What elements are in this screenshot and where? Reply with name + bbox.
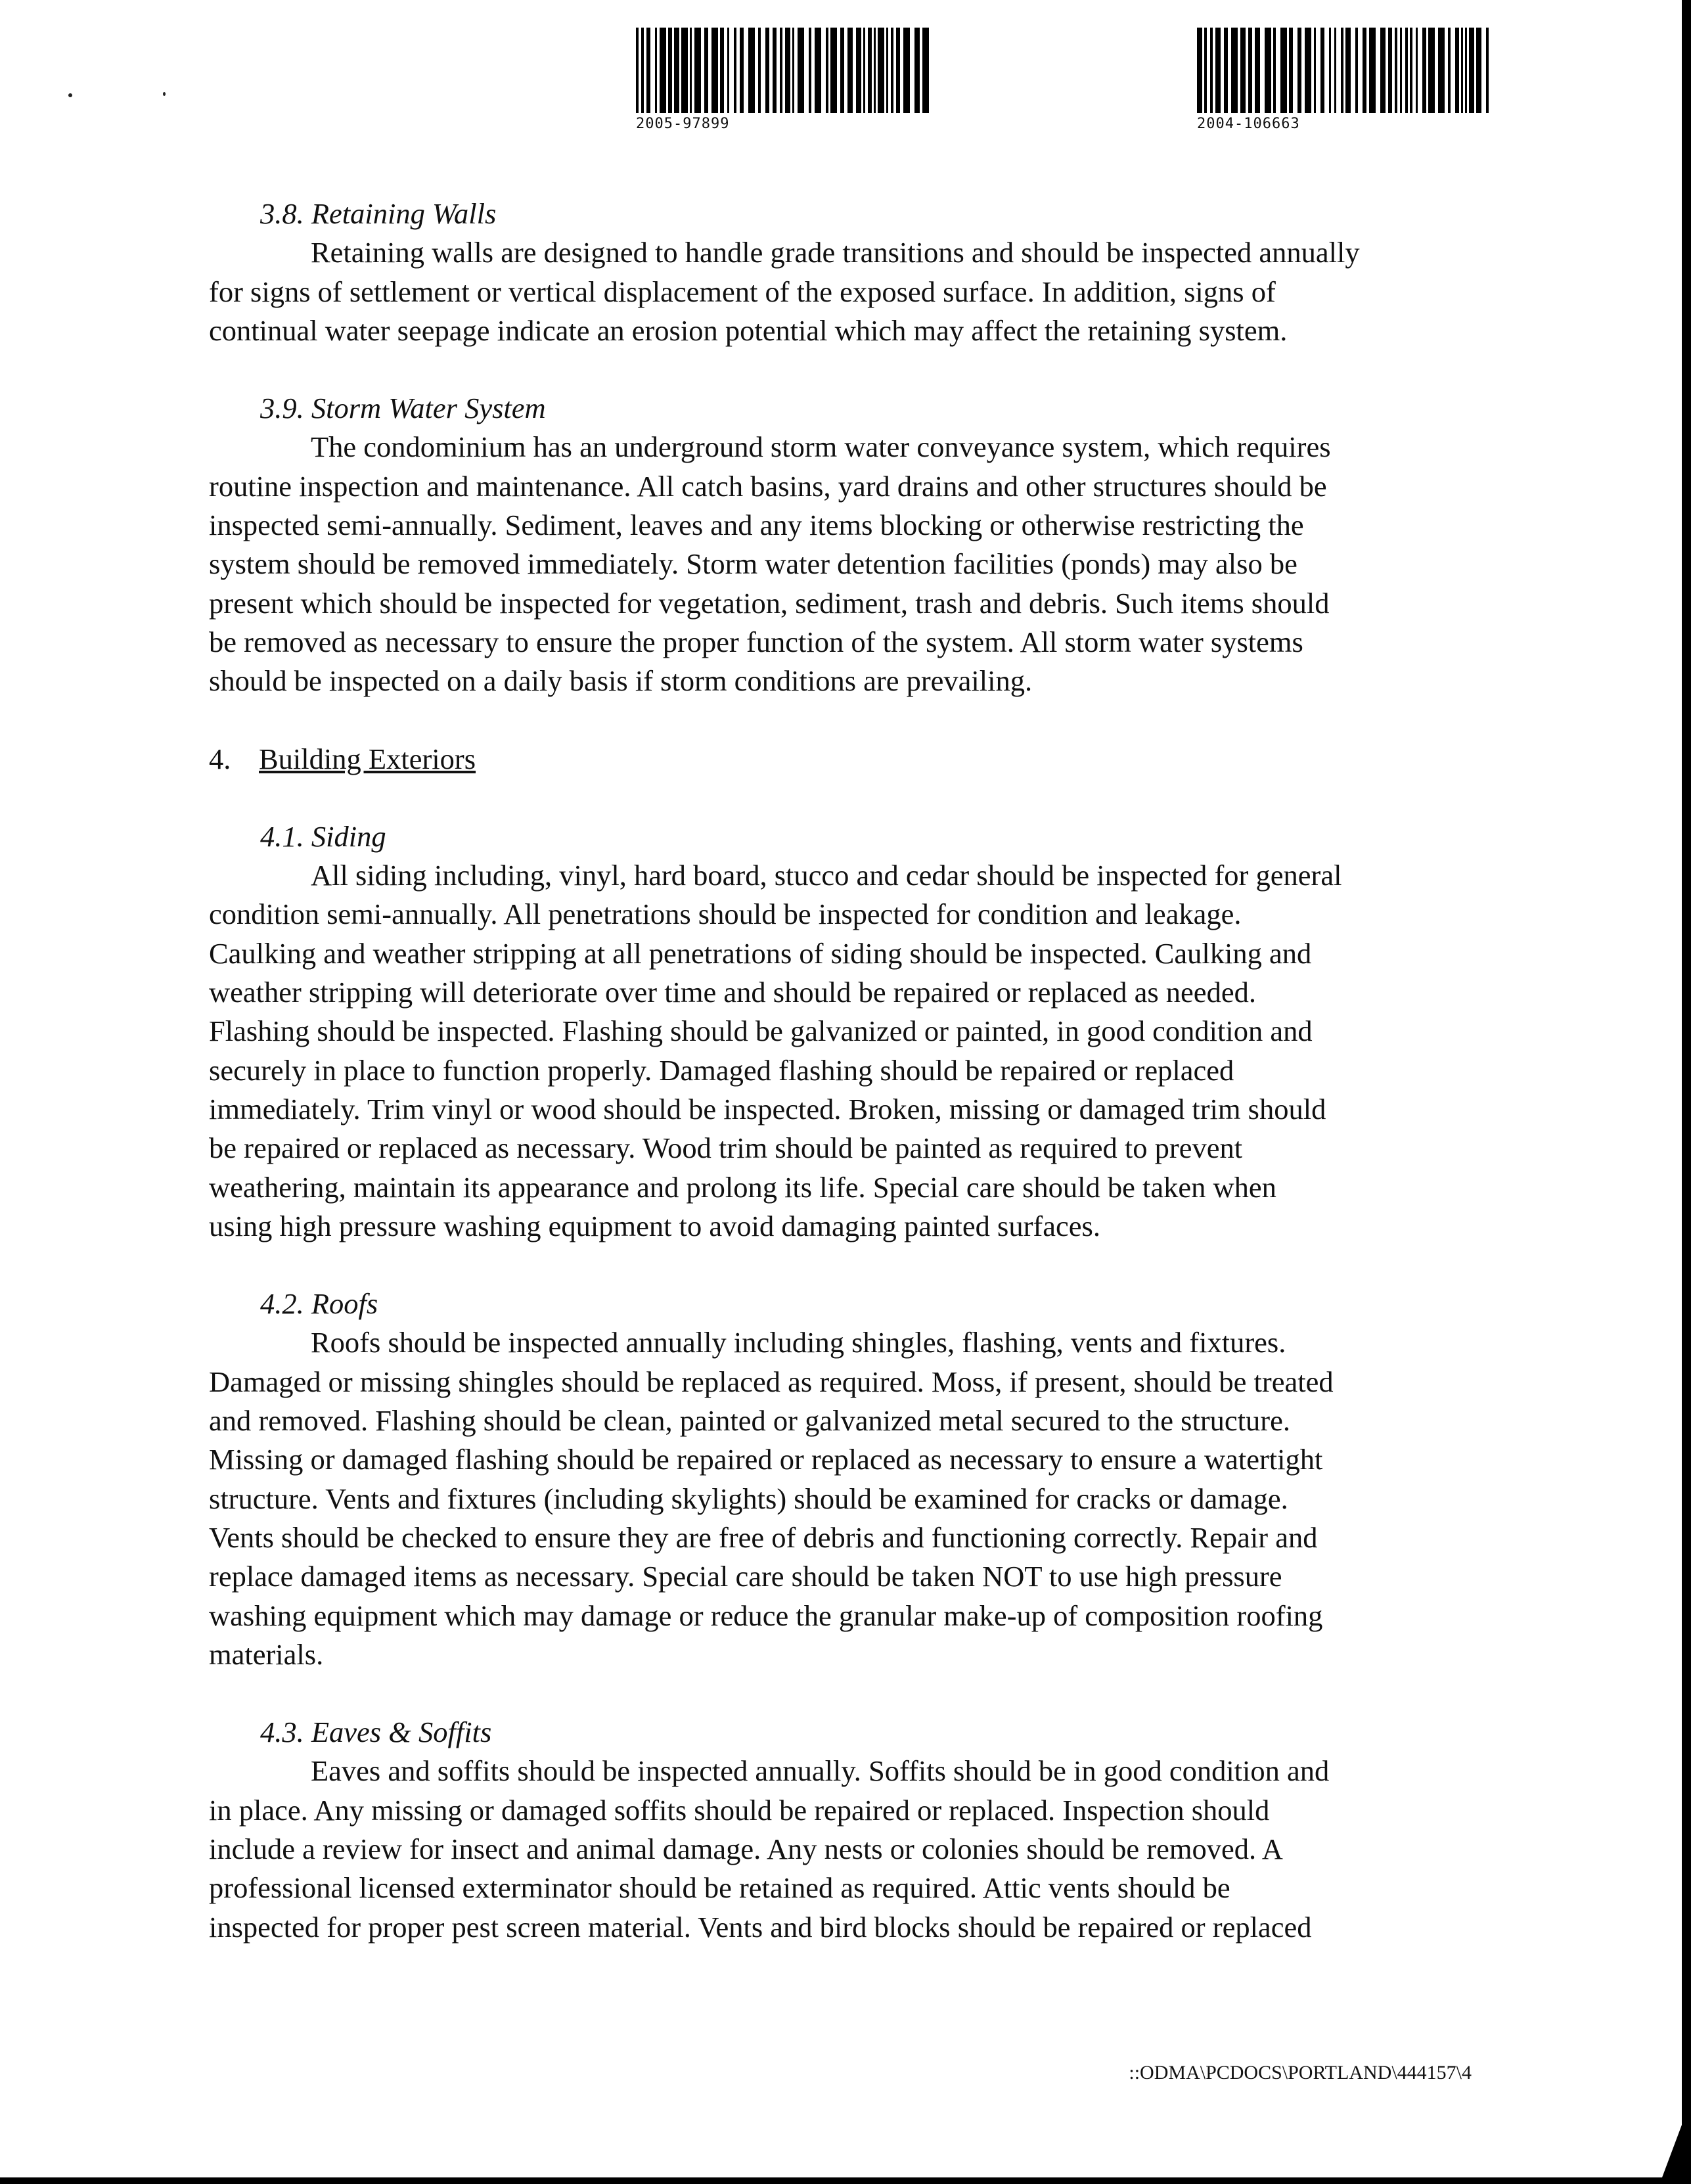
subsection-paragraph <box>209 233 1497 350</box>
barcode-bar <box>785 28 790 113</box>
barcode-bar <box>856 28 861 113</box>
barcode-bar <box>792 28 794 113</box>
barcode-bar <box>1469 28 1474 113</box>
barcode-bar <box>1248 28 1252 113</box>
barcode-bar <box>1395 28 1397 113</box>
scan-speck <box>163 92 166 96</box>
barcode-bar <box>1320 28 1324 113</box>
barcode-bar <box>1448 28 1451 113</box>
barcode-bar <box>1428 28 1435 113</box>
barcode-bar <box>1486 28 1489 113</box>
barcode-bar <box>847 28 853 113</box>
paragraph-line: The condominium has an underground storm water conveyance system, which requires <box>311 430 1331 464</box>
paragraph-line: inspected semi-annually. Sediment, leaves and any items blocking or otherwise restricting the <box>209 509 1304 542</box>
barcode-bar <box>922 28 929 113</box>
barcode-bar <box>1476 28 1481 113</box>
barcode-bar <box>655 28 657 113</box>
paragraph-line: Damaged or missing shingles should be replaced as required. Moss, if present, should be treated <box>209 1365 1334 1398</box>
section-number: 4. <box>209 742 231 775</box>
barcode-bar <box>1461 28 1463 113</box>
barcode-bar <box>1410 28 1412 113</box>
section-title: Building Exteriors <box>259 742 476 775</box>
paragraph-line: Caulking and weather stripping at all penetrations of siding should be inspected. Caulking and <box>209 936 1312 970</box>
barcode-bar <box>1224 28 1228 113</box>
subsection-paragraph <box>209 1323 1497 1674</box>
barcode-bar <box>826 28 828 113</box>
paragraph-line: using high pressure washing equipment to avoid damaging painted surfaces. <box>209 1209 1100 1242</box>
barcode-bar <box>674 28 679 113</box>
barcode-bar <box>1400 28 1402 113</box>
barcode-bar <box>1388 28 1392 113</box>
barcode-bar <box>1405 28 1408 113</box>
barcode-bar <box>1305 28 1311 113</box>
paragraph-line: inspected for proper pest screen material. Vents and bird blocks should be repaired or replaced <box>209 1910 1312 1944</box>
barcode-bar <box>1455 28 1459 113</box>
paragraph-line: be removed as necessary to ensure the proper function of the system. All storm water systems <box>209 625 1303 658</box>
barcode-bar <box>1329 28 1331 113</box>
section-spacer <box>209 1674 1497 1713</box>
barcode-bar <box>914 28 920 113</box>
paragraph-line: professional licensed exterminator should be retained as required. Attic vents should be <box>209 1871 1230 1905</box>
subsection-paragraph <box>209 428 1497 700</box>
barcode-bar <box>1355 28 1358 113</box>
barcode-bar <box>1416 28 1418 113</box>
barcode-bar <box>720 28 724 113</box>
barcode-bar <box>734 28 736 113</box>
barcode-bar <box>1197 28 1202 113</box>
barcode-bar <box>878 28 884 113</box>
barcode-secondary <box>1197 28 1494 132</box>
paragraph-line: Missing or damaged flashing should be repaired or replaced as necessary to ensure a watertight <box>209 1443 1323 1476</box>
paragraph-line: include a review for insect and animal damage. Any nests or colonies should be removed. A <box>209 1832 1283 1865</box>
section-spacer <box>209 701 1497 740</box>
scan-border-bottom <box>0 2177 1691 2184</box>
barcode-bar <box>1210 28 1213 113</box>
scan-corner-mark <box>1662 2125 1682 2177</box>
paragraph-line: routine inspection and maintenance. All catch basins, yard drains and other structures should be <box>209 469 1327 503</box>
paragraph-line: weathering, maintain its appearance and prolong its life. Special care should be taken when <box>209 1170 1276 1204</box>
paragraph-line: immediately. Trim vinyl or wood should be inspected. Broken, missing or damaged trim should <box>209 1092 1326 1126</box>
barcode-bar <box>815 28 821 113</box>
barcode-bar <box>681 28 688 113</box>
barcode-bar <box>896 28 900 113</box>
scan-border-right <box>1682 0 1691 2184</box>
scan-speck <box>68 93 72 97</box>
barcode-bar <box>830 28 837 113</box>
barcode-bar <box>727 28 729 113</box>
paragraph-line: structure. Vents and fixtures (including skylights) should be examined for cracks or damage. <box>209 1482 1288 1515</box>
barcode-bar <box>1231 28 1238 113</box>
paragraph-line: condition semi-annually. All penetrations should be inspected for condition and leakage. <box>209 898 1242 931</box>
paragraph-line: continual water seepage indicate an erosion potential which may affect the retaining system. <box>209 313 1288 347</box>
barcode-bar <box>646 28 650 113</box>
paragraph-line: for signs of settlement or vertical displacement of the exposed surface. In addition, signs of <box>209 275 1276 308</box>
paragraph-line: replace damaged items as necessary. Special care should be taken NOT to use high pressure <box>209 1560 1282 1593</box>
barcode-bar <box>809 28 811 113</box>
paragraph-line: Roofs should be inspected annually including shingles, flashing, vents and fixtures. <box>311 1326 1286 1359</box>
barcode-bar <box>1465 28 1467 113</box>
barcode-bar <box>840 28 844 113</box>
barcode-bar <box>1341 28 1343 113</box>
barcode-bar <box>1422 28 1426 113</box>
subsection-paragraph <box>209 1752 1497 1946</box>
paragraph-line: securely in place to function properly. Damaged flashing should be repaired or replaced <box>209 1053 1234 1087</box>
paragraph-line: materials. <box>209 1637 324 1671</box>
section-spacer <box>209 350 1497 389</box>
paragraph-line: present which should be inspected for vegetation, sediment, trash and debris. Such items should <box>209 586 1330 620</box>
barcode-bar <box>690 28 692 113</box>
subsection-title: 4.1. Siding <box>260 819 386 853</box>
barcode-bar <box>868 28 872 113</box>
paragraph-line: system should be removed immediately. Storm water detention facilities (ponds) may also be <box>209 547 1297 581</box>
barcode-bar <box>758 28 761 113</box>
paragraph-line: in place. Any missing or damaged soffits should be repaired or replaced. Inspection should <box>209 1793 1270 1827</box>
paragraph-line: washing equipment which may damage or reduce the granular make-up of composition roofing <box>209 1599 1323 1632</box>
barcode-bar <box>891 28 893 113</box>
barcode-bars <box>636 28 933 113</box>
document-path-footer: ::ODMA\PCDOCS\PORTLAND\444157\4 <box>1129 2062 1472 2083</box>
document-body <box>209 194 1497 1947</box>
barcode-bar <box>1215 28 1221 113</box>
barcode-bar <box>780 28 782 113</box>
barcode-bar <box>1334 28 1336 113</box>
paragraph-line: and removed. Flashing should be clean, painted or galvanized metal secured to the structure. <box>209 1404 1290 1438</box>
barcode-bar <box>748 28 755 113</box>
barcode-bar <box>704 28 708 113</box>
barcode-bar <box>636 28 639 113</box>
section-spacer <box>209 779 1497 817</box>
barcode-bar <box>798 28 804 113</box>
barcode-bar <box>1273 28 1276 113</box>
barcode-bar <box>1204 28 1207 113</box>
paragraph-line: be repaired or replaced as necessary. Wood trim should be painted as required to prevent <box>209 1131 1243 1165</box>
barcode-bar <box>886 28 888 113</box>
paragraph-line: Flashing should be inspected. Flashing should be galvanized or painted, in good condition and <box>209 1014 1313 1048</box>
barcode-bar <box>1265 28 1271 113</box>
barcode-number: 2004-106663 <box>1197 116 1300 132</box>
barcode-bar <box>863 28 865 113</box>
barcode-bar <box>668 28 672 113</box>
barcode-bar <box>874 28 876 113</box>
barcode-bar <box>694 28 701 113</box>
barcode-bar <box>1314 28 1316 113</box>
barcode-bar <box>1345 28 1351 113</box>
section-heading <box>209 740 1497 779</box>
barcode-bar <box>711 28 718 113</box>
barcode-bar <box>1363 28 1366 113</box>
barcode-bar <box>903 28 910 113</box>
subsection-title: 4.2. Roofs <box>260 1287 378 1321</box>
barcode-primary <box>636 28 933 132</box>
subsection-title: 3.9. Storm Water System <box>260 392 546 425</box>
paragraph-line: Retaining walls are designed to handle grade transitions and should be inspected annually <box>311 236 1360 269</box>
barcode-bar <box>773 28 777 113</box>
paragraph-line: All siding including, vinyl, hard board, stucco and cedar should be inspected for general <box>311 859 1342 892</box>
section-spacer <box>209 1246 1497 1285</box>
paragraph-line: weather stripping will deteriorate over time and should be repaired or replaced as needed. <box>209 976 1256 1009</box>
subsection-title: 4.3. Eaves & Soffits <box>260 1716 492 1749</box>
barcode-bar <box>1280 28 1287 113</box>
paragraph-line: Vents should be checked to ensure they are free of debris and functioning correctly. Repair and <box>209 1520 1318 1554</box>
paragraph-line: should be inspected on a daily basis if storm conditions are prevailing. <box>209 664 1033 698</box>
subsection-title: 3.8. Retaining Walls <box>260 197 497 230</box>
barcode-bar <box>1289 28 1293 113</box>
barcode-bar <box>1255 28 1260 113</box>
barcode-bar <box>1240 28 1246 113</box>
barcode-bar <box>740 28 744 113</box>
barcode-bar <box>660 28 666 113</box>
barcode-bar <box>1438 28 1445 113</box>
barcode-bar <box>765 28 769 113</box>
barcode-number: 2005-97899 <box>636 116 730 132</box>
barcode-bar <box>1297 28 1301 113</box>
barcode-bar <box>1369 28 1376 113</box>
paragraph-line: Eaves and soffits should be inspected annually. Soffits should be in good condition and <box>311 1754 1330 1788</box>
barcode-bar <box>1380 28 1386 113</box>
barcode-bars <box>1197 28 1494 113</box>
subsection-paragraph <box>209 856 1497 1246</box>
barcode-bar <box>641 28 644 113</box>
